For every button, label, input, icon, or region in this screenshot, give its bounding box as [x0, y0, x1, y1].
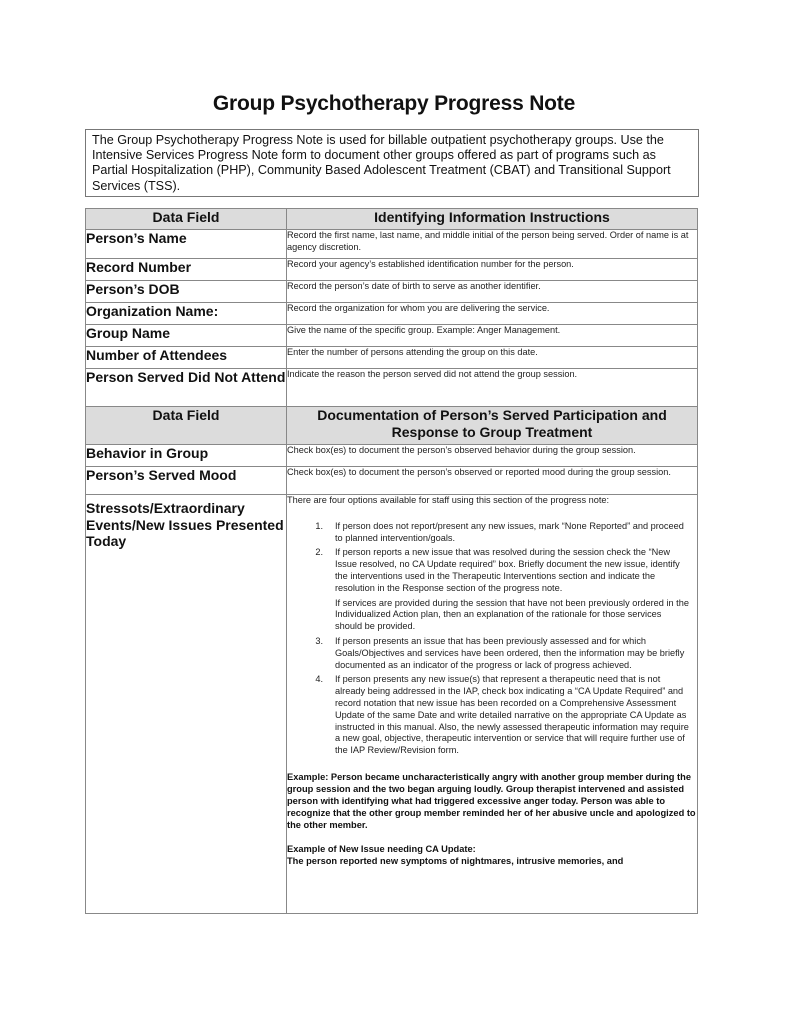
- section1-header-row: [86, 209, 698, 230]
- list-item: [287, 636, 697, 671]
- field-label: Behavior in Group: [86, 445, 287, 467]
- field-instruction: Check box(es) to document the person’s observed behavior during the group session.: [287, 445, 698, 467]
- options-list: [287, 521, 697, 757]
- field-instruction: Give the name of the specific group. Example: Anger Management.: [287, 325, 698, 347]
- table-row: [86, 230, 698, 259]
- field-instruction: Record the person’s date of birth to serve as another identifier.: [287, 281, 698, 303]
- field-label: Person’s DOB: [86, 281, 287, 303]
- table-row-stressors: [86, 495, 698, 914]
- list-number: 4.: [315, 674, 323, 685]
- list-text: If person presents any new issue(s) that represent a therapeutic need that is not already being addressed in the IAP, check box indicating a “CA Update Required” and record notation that new issue has been recorded on a Comprehensive Assessment Update of the same Date and write detailed narrative on the appropriate CA Update as instructed in this manual. Also, the newly assessed therapeutic information may require a new goal, objective, therapeutic intervention or service that will require further use of the IAP Review/Revision form.: [335, 674, 689, 756]
- example-anger: Example: Person became uncharacteristically angry with another group member during the group session and the two began arguing loudly. Group therapist intervened and assisted person with identifying what had triggered excessive anger today. Person was able to recognize that the other group member reminded her of her abusive uncle and apologized to the other member.: [287, 771, 696, 830]
- field-label: Person’s Served Mood: [86, 467, 287, 495]
- field-label: Record Number: [86, 259, 287, 281]
- column-header-instructions: Identifying Information Instructions: [287, 209, 698, 230]
- table-row: [86, 303, 698, 325]
- table-row: [86, 369, 698, 407]
- table-row: [86, 281, 698, 303]
- column-header-data-field: Data Field: [86, 209, 287, 230]
- list-text: If person reports a new issue that was resolved during the session check the “New Issue resolved, no CA Update required” box. Briefly document the new issue, identify the interventions used in the Therapeutic Interventions section and indicate the resolution in the Response section of the progress note.: [335, 547, 680, 593]
- column-header-data-field: Data Field: [86, 407, 287, 445]
- list-text: If person presents an issue that has been previously assessed and for which Goals/Objectives and services have been ordered, then the information may be briefly documented as an indicator of the progress or lack of progress achieved.: [335, 635, 685, 670]
- column-header-documentation: Documentation of Person’s Served Participation and Response to Group Treatment: [287, 407, 698, 445]
- field-instruction: [287, 495, 698, 914]
- table-row: [86, 467, 698, 495]
- option2-note: If services are provided during the session that have not been previously ordered in the Individualized Action plan, then an explanation of the rationale for those services should be provided.: [335, 597, 689, 632]
- table-row: [86, 325, 698, 347]
- field-instruction: Record your agency’s established identification number for the person.: [287, 259, 698, 281]
- field-label: Organization Name:: [86, 303, 287, 325]
- section2-header-row: [86, 407, 698, 445]
- field-label: Person’s Name: [86, 230, 287, 259]
- example-ca-update-text: The person reported new symptoms of nightmares, intrusive memories, and: [287, 855, 624, 866]
- field-instruction: Check box(es) to document the person’s observed or reported mood during the group session.: [287, 467, 698, 495]
- table-row: [86, 259, 698, 281]
- list-item: [287, 547, 697, 594]
- example-ca-update-title: Example of New Issue needing CA Update:: [287, 843, 476, 854]
- list-number: 3.: [315, 635, 323, 646]
- list-number: 1.: [315, 520, 323, 531]
- intro-paragraph: The Group Psychotherapy Progress Note is used for billable outpatient psychotherapy groups. Use the Intensive Services Progress Note form to document other groups offered as part of programs such as Partial Hospitalization (PHP), Community Based Adolescent Treatment (CBAT) and Transitional Support Services (TSS).: [85, 129, 699, 197]
- table-row: [86, 445, 698, 467]
- page-title: Group Psychotherapy Progress Note: [212, 92, 576, 115]
- instructions-table: [85, 208, 698, 914]
- list-number: 2.: [315, 547, 323, 558]
- field-label: Person Served Did Not Attend: [86, 369, 287, 407]
- table-row: [86, 347, 698, 369]
- field-instruction: Indicate the reason the person served did not attend the group session.: [287, 369, 698, 407]
- list-item: [287, 521, 697, 545]
- list-item: [287, 674, 697, 757]
- field-instruction: Record the organization for whom you are delivering the service.: [287, 303, 698, 325]
- field-label: Stressots/Extraordinary Events/New Issues Presented Today: [86, 495, 287, 914]
- stressors-lead: There are four options available for staff using this section of the progress note:: [287, 495, 610, 505]
- list-text: If person does not report/present any new issues, mark “None Reported” and proceed to planned intervention/goals.: [335, 520, 684, 543]
- field-instruction: Enter the number of persons attending the group on this date.: [287, 347, 698, 369]
- field-label: Group Name: [86, 325, 287, 347]
- field-label: Number of Attendees: [86, 347, 287, 369]
- field-instruction: Record the first name, last name, and middle initial of the person being served. Order of name is at agency discretion.: [287, 230, 698, 259]
